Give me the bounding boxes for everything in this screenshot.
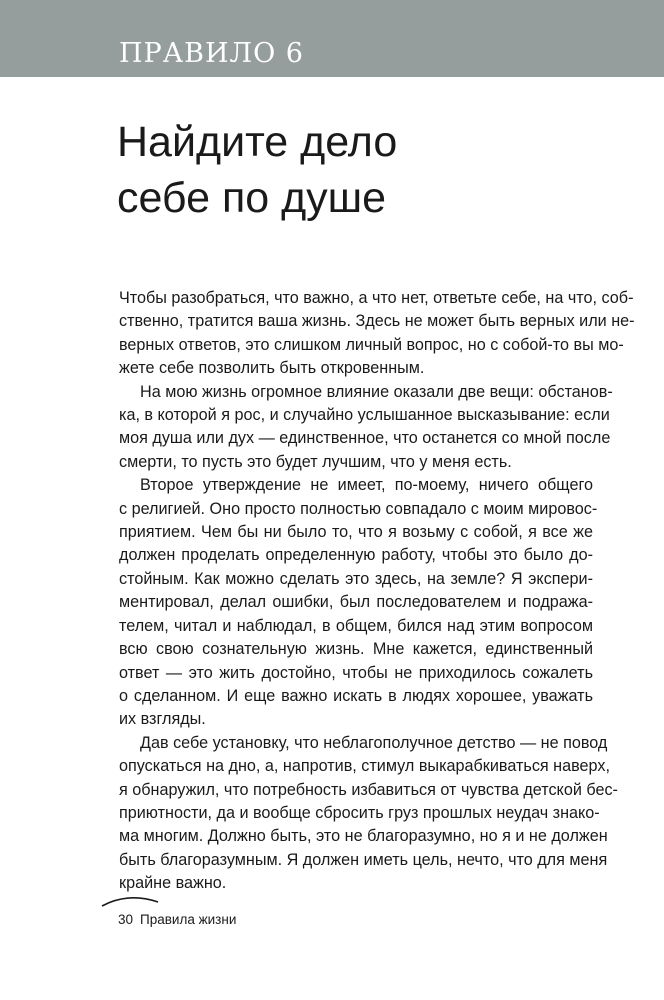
text-line: я обнаружил, что потребность избавиться от чувства детской бес- (119, 780, 618, 799)
chapter-title (117, 114, 397, 226)
text-line: ка, в которой я рос, и случайно услышанное высказывание: если (119, 406, 610, 425)
page-number: 30 (118, 912, 134, 927)
text-line: быть благоразумным. Я должен иметь цель, нечто, что для меня (119, 850, 608, 869)
text-line: стойным. Как можно сделать это здесь, на земле? Я экспери- (119, 569, 593, 588)
text-line: приютности, да и вообще сбросить груз прошлых неудач знако- (119, 803, 600, 822)
paragraph-2 (119, 381, 613, 475)
text-line: жете себе позволить быть откровенным. (119, 359, 425, 378)
text-line: ответ — это жить достойно, чтобы не приходилось сожалеть (119, 663, 593, 682)
text-line: ственно, тратится ваша жизнь. Здесь не может быть верных или не- (119, 312, 635, 331)
text-line: верных ответов, это слишком личный вопрос, но с собой-то вы мо- (119, 335, 624, 354)
paragraph-3 (119, 474, 598, 731)
text-line: Второе утверждение не имеет, по-моему, ничего общего (140, 476, 593, 495)
chapter-title-line: себе по душе (117, 174, 387, 222)
text-line: о сделанном. И еще важно искать в людях хорошее, уважать (119, 686, 593, 705)
text-line: с религией. Оно просто полностью совпадало с моим мировос- (119, 499, 598, 518)
text-line: моя душа или дух — единственное, что останется со мной после (119, 429, 611, 448)
chapter-header-band (0, 0, 664, 77)
text-line: всю свою сознательную жизнь. Мне кажется, единственный (119, 640, 593, 659)
text-line: должен проделать определенную работу, чтобы это было до- (119, 546, 593, 565)
paragraph-4 (119, 732, 618, 896)
footer-arc-ornament (100, 894, 160, 908)
body-text (119, 287, 635, 896)
text-line: На мою жизнь огромное влияние оказали две вещи: обстанов- (140, 382, 613, 401)
text-line: Чтобы разобраться, что важно, а что нет, ответьте себе, на что, соб- (119, 289, 634, 307)
paragraph-1 (119, 287, 635, 381)
text-line: смерти, то пусть это будет лучшим, что у меня есть. (119, 452, 512, 471)
text-line: Дав себе установку, что неблагополучное детство — не повод (140, 733, 608, 752)
text-line: опускаться на дно, а, напротив, стимул выкарабкиваться наверх, (119, 757, 610, 776)
page-footer (118, 912, 236, 927)
chapter-title-line: Найдите дело (117, 118, 398, 166)
text-line: ментировал, делал ошибки, был последователем и подража- (119, 593, 593, 612)
rule-number-label: ПРАВИЛО 6 (119, 38, 304, 69)
text-line: телем, читал и наблюдал, в общем, бился над этим вопросом (119, 616, 593, 635)
running-title: Правила жизни (140, 912, 237, 927)
text-line: их взгляды. (119, 710, 206, 729)
text-line: крайне важно. (119, 874, 227, 893)
text-line: ма многим. Должно быть, это не благоразумно, но я и не должен (119, 827, 608, 846)
text-line: приятием. Чем бы ни было то, что я возьму с собой, я все же (119, 523, 593, 542)
